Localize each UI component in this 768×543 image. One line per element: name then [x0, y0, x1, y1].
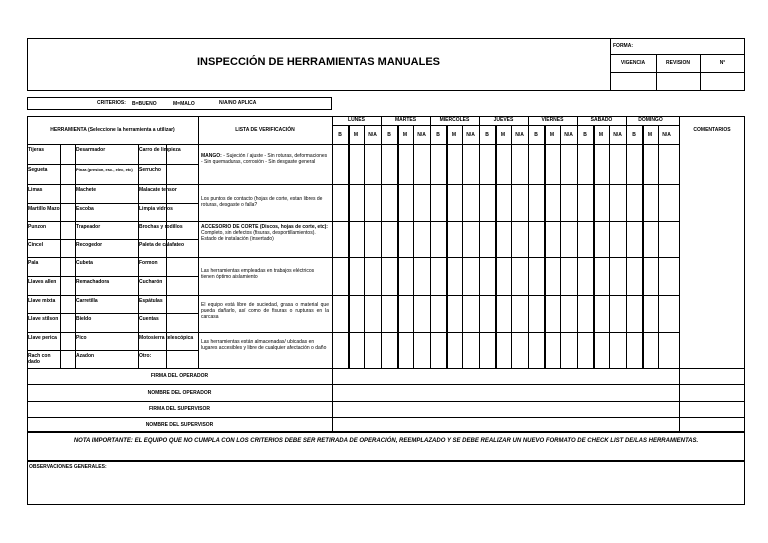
criterio-bueno: B=BUENO [132, 101, 157, 107]
revision-label: REVISION [666, 60, 690, 66]
subcol-1-2: M [353, 132, 359, 138]
tool-col1-10[interactable]: Llave stilson [28, 316, 59, 322]
document-title: INSPECCIÓN DE HERRAMIENTAS MANUALES [196, 56, 441, 68]
tool-col2-4[interactable]: Escoba [76, 206, 94, 212]
subcol-4-3: N/A [515, 132, 524, 138]
subcol-4-1: B [485, 132, 489, 138]
tool-col1-8[interactable]: Llaves allen [28, 279, 57, 285]
criterios-label: CRITERIOS: [97, 100, 126, 106]
subcol-2-3: N/A [417, 132, 426, 138]
subcol-7-2: M [647, 132, 653, 138]
subcol-1-1: B [338, 132, 342, 138]
tool-col3-8[interactable]: Cucharón [139, 279, 163, 285]
criterio-malo: M=MALO [173, 101, 195, 107]
day-header-6: SABADO [590, 117, 613, 123]
check-item-5: El equipo está libre de suciedad, grasa o material que pueda dañarlo, así como de fisuras o rupturas en la carcasa [201, 302, 329, 320]
note-box [27, 432, 745, 461]
tool-col2-3[interactable]: Machete [76, 187, 97, 193]
subcol-6-3: N/A [613, 132, 622, 138]
tool-column-header: HERRAMIENTA (Seleccione la herramienta a utilizar) [50, 127, 175, 133]
tool-col3-6[interactable]: Paleta de calafateo [139, 242, 185, 248]
firma-operador: FIRMA DEL OPERADOR [150, 373, 209, 379]
day-header-5: VIERNES [541, 117, 564, 123]
nombre-supervisor: NOMBRE DEL SUPERVISOR [145, 422, 214, 428]
forma-label: FORMA: [613, 43, 633, 49]
tool-col3-5[interactable]: Brochas y rodillos [139, 224, 183, 230]
criterio-na: N/A/NO APLICA [219, 100, 257, 106]
tool-col1-6[interactable]: Cincel [28, 242, 44, 248]
day-header-3: MIERCOLES [439, 117, 470, 123]
tool-col3-7[interactable]: Formon [139, 260, 158, 266]
tool-col2-8[interactable]: Remachadora [76, 279, 110, 285]
subcol-4-2: M [500, 132, 506, 138]
subcol-2-1: B [387, 132, 391, 138]
tool-col1-2[interactable]: Segueta [28, 167, 48, 173]
tool-col1-9[interactable]: Llave mixta [28, 298, 56, 304]
tool-col1-5[interactable]: Punzon [28, 224, 47, 230]
tool-col3-11[interactable]: Motosierra telescópica [139, 335, 194, 341]
important-note: NOTA IMPORTANTE: EL EQUIPO QUE NO CUMPLA CON LOS CRITERIOS DEBE SER RETIRADA DE OPERACIÓN, REEMPLAZADO Y SE DEBE REALIZAR UN NUEVO FORMATO DE CHECK LIST DE/LAS HERRAMIENTAS. [73, 438, 699, 444]
subcol-1-3: N/A [368, 132, 377, 138]
tool-col2-6[interactable]: Recogedor [76, 242, 103, 248]
subcol-3-1: B [436, 132, 440, 138]
tool-col2-9[interactable]: Carretilla [76, 298, 98, 304]
subcol-6-2: M [598, 132, 604, 138]
vigencia-label: VIGENCIA [620, 60, 646, 66]
subcol-5-1: B [534, 132, 538, 138]
numero-label: N° [719, 60, 726, 66]
tool-col1-12[interactable]: Rach con dado [28, 353, 51, 365]
subcol-3-3: N/A [466, 132, 475, 138]
subcol-5-2: M [549, 132, 555, 138]
tool-col3-2[interactable]: Serrucho [139, 167, 161, 173]
day-header-1: LUNES [348, 117, 365, 123]
check-item-4: Las herramientas empleadas en trabajos eléctricos tienen óptimo aislamiento [201, 268, 315, 280]
tool-col2-12[interactable]: Azadon [76, 353, 95, 359]
subcol-5-3: N/A [564, 132, 573, 138]
tool-col1-7[interactable]: Pala [28, 260, 39, 266]
tool-col3-9[interactable]: Espátulas [139, 298, 163, 304]
day-header-4: JUEVES [493, 117, 514, 123]
tool-col2-1[interactable]: Desarmador [76, 147, 106, 153]
tool-col3-1[interactable]: Carro de limpieza [139, 147, 181, 153]
firma-supervisor: FIRMA DEL SUPERVISOR [148, 406, 211, 412]
day-header-2: MARTES [394, 117, 417, 123]
subcol-7-3: N/A [662, 132, 671, 138]
nombre-operador: NOMBRE DEL OPERADOR [147, 390, 212, 396]
tool-col2-10[interactable]: Bieldo [76, 316, 92, 322]
tool-col1-1[interactable]: Tijeras [28, 147, 45, 153]
tool-col3-4[interactable]: Limpia vidrios [139, 206, 173, 212]
tool-col1-4[interactable]: Martillo Mazo [28, 206, 60, 212]
check-item-2: Los puntos de contacto (hojas de corte, estan libres de roturas, desgaste o falla? [201, 196, 323, 208]
tool-col1-11[interactable]: Llave perica [28, 335, 57, 341]
subcol-7-1: B [632, 132, 636, 138]
check-item-1: MANGO: - Sujeción / ajuste - Sin roturas, deformaciones - Sin quemaduras, corrosión - Sin desgaste general [201, 153, 328, 165]
tool-col3-3[interactable]: Malacate tensor [139, 187, 177, 193]
day-header-7: DOMINGO [638, 117, 663, 123]
subcol-3-2: M [451, 132, 457, 138]
comments-column-header: COMENTARIOS [693, 127, 731, 133]
tool-col3-10[interactable]: Cuentas [139, 316, 159, 322]
tool-col1-3[interactable]: Limas [28, 187, 43, 193]
tool-col2-11[interactable]: Pico [76, 335, 87, 341]
check-item-6: Las herramientas están almacenadas/ ubicadas en lugares accesibles y libre de cualquier afectación o daño [201, 339, 327, 351]
subcol-2-2: M [402, 132, 408, 138]
observations-label: OBSERVACIONES GENERALES: [29, 464, 107, 470]
tool-col2-7[interactable]: Cubeta [76, 260, 93, 266]
check-item-3: ACCESORIO DE CORTE (Discos, hojas de corte, etc): Completo, sin defectos (fisuras, desportillamientos). Estado de instalación (insertado) [201, 224, 328, 242]
observations-box [27, 461, 745, 505]
tool-col2-2[interactable]: Pinza (presion, esc., elec, etc) [76, 167, 133, 172]
tool-col3-12[interactable]: Otro: [139, 353, 152, 359]
tool-col2-5[interactable]: Trapeador [76, 224, 101, 230]
subcol-6-1: B [583, 132, 587, 138]
checklist-column-header: LISTA DE VERIFICACIÓN [235, 127, 295, 133]
